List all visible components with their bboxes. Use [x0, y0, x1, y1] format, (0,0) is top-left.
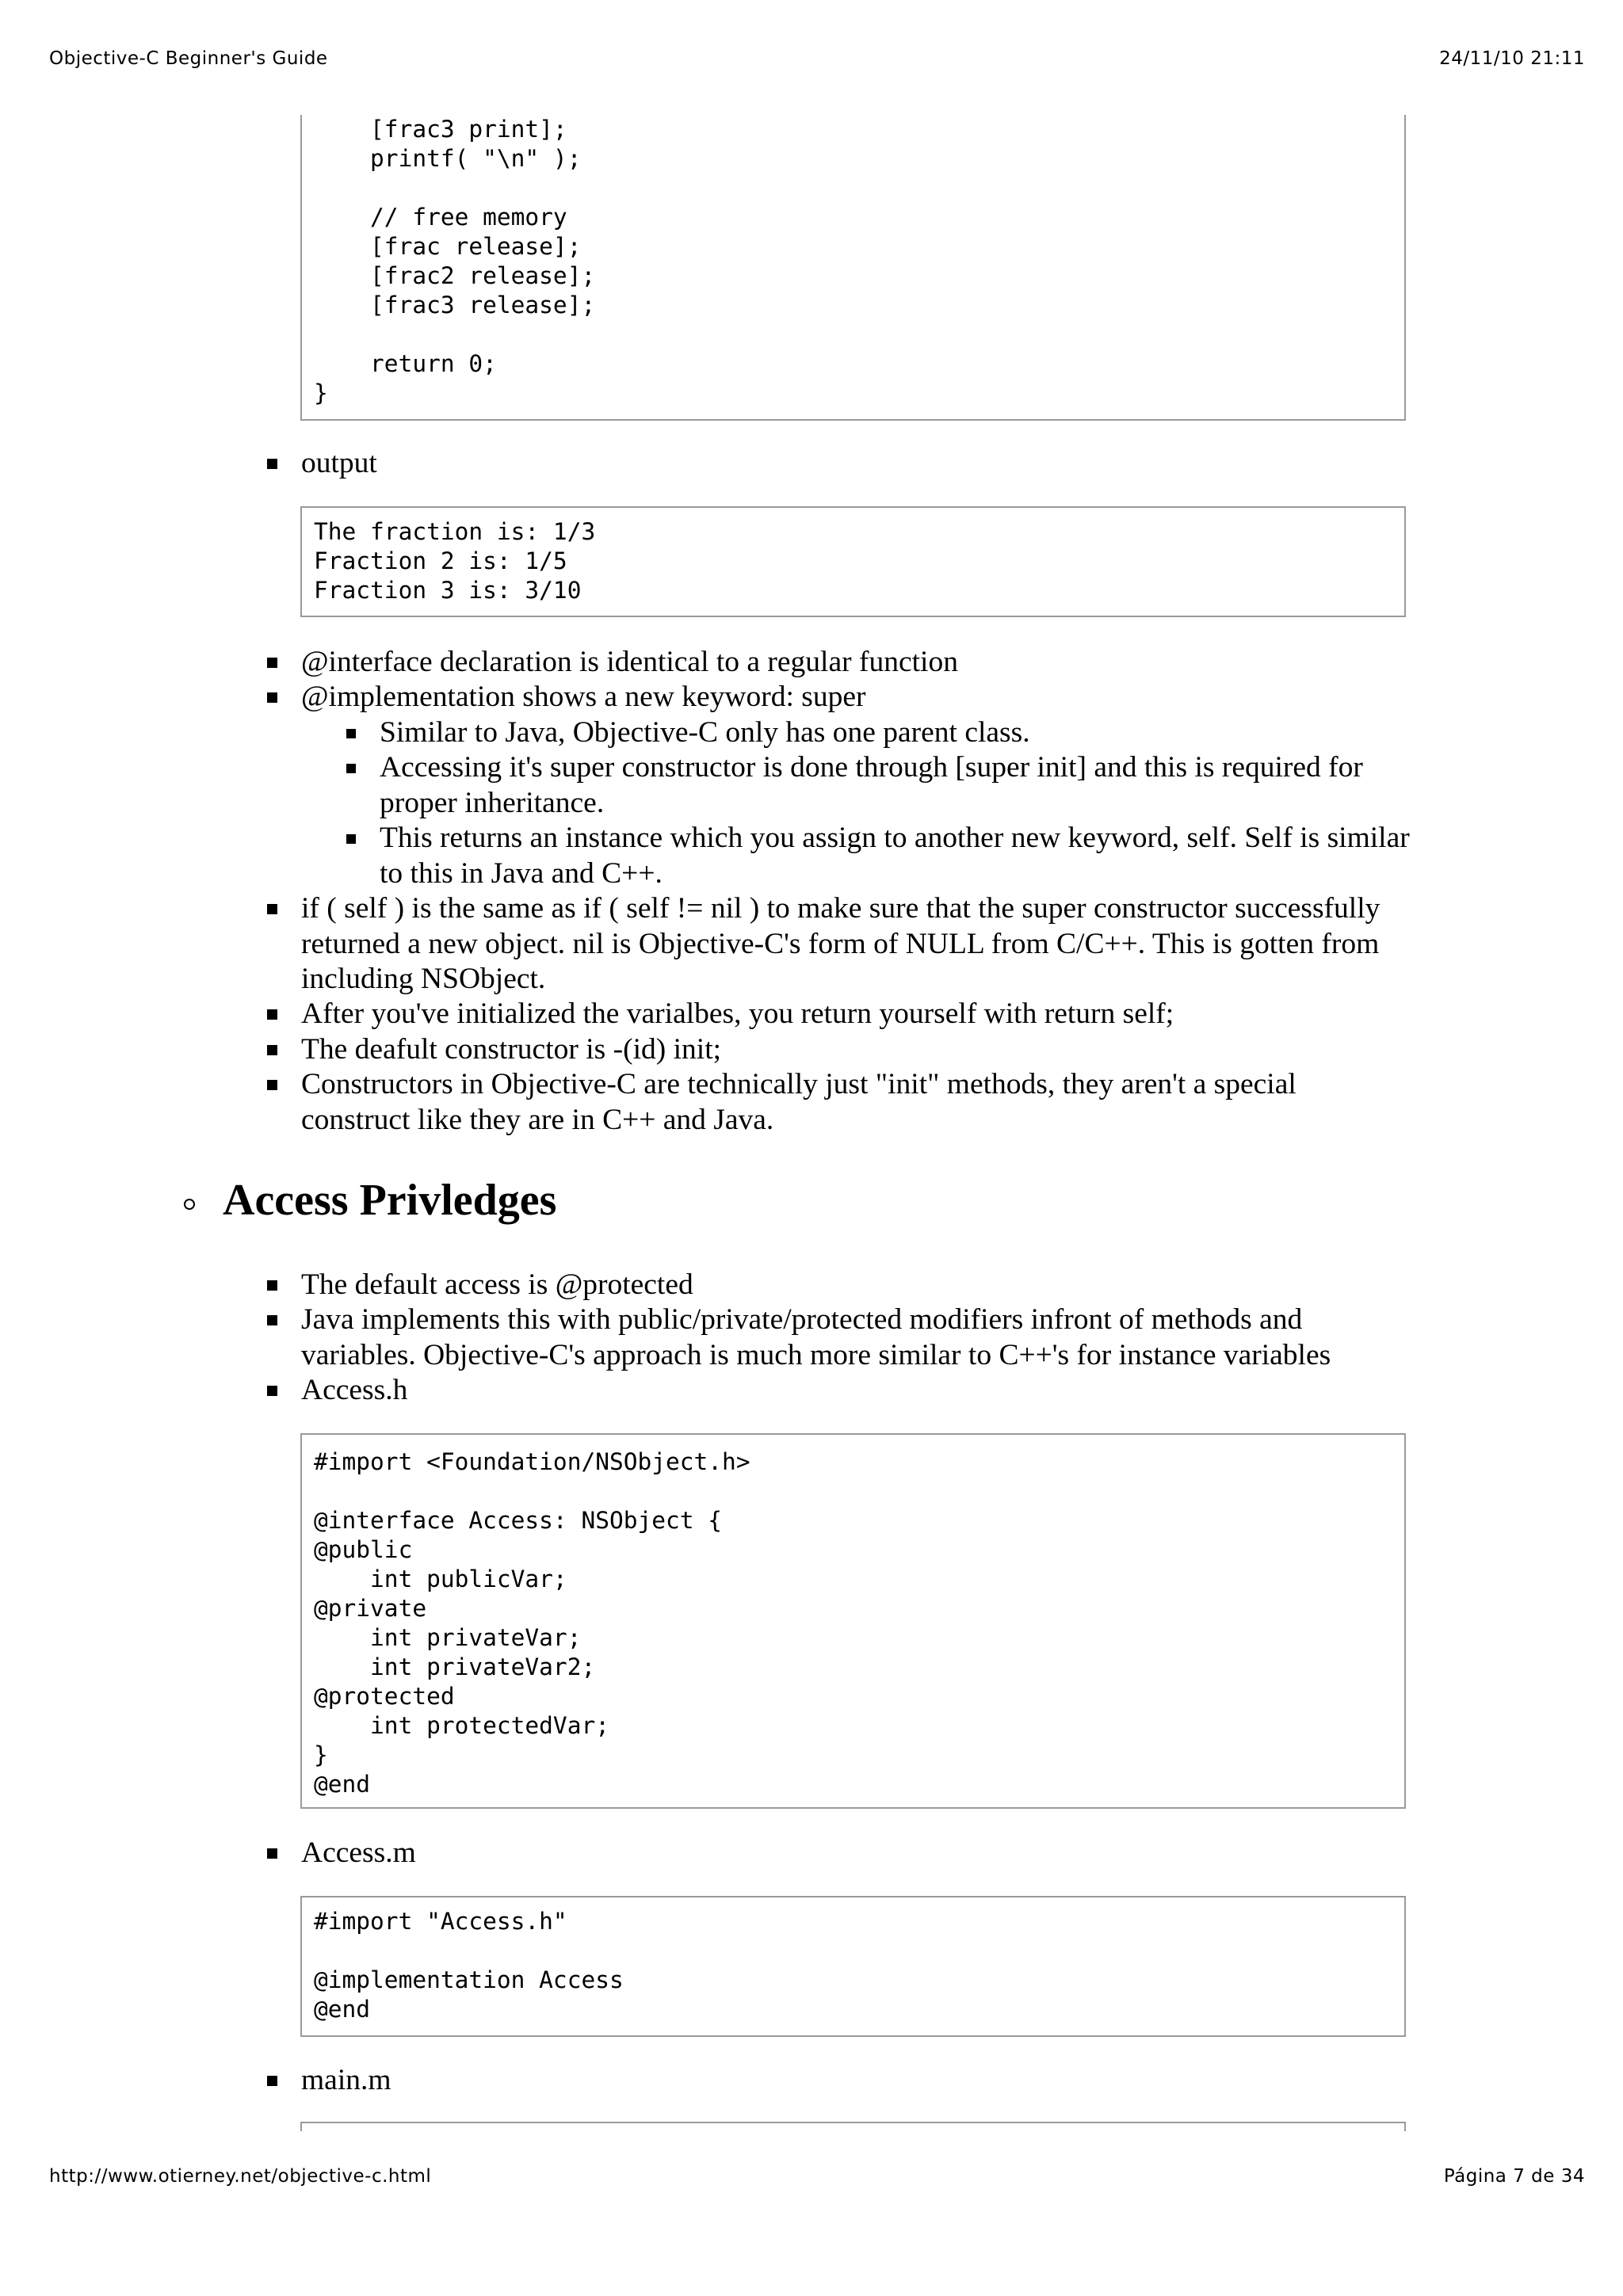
- section-bullet-icon: [184, 1199, 195, 1210]
- header-title: Objective-C Beginner's Guide: [49, 48, 328, 69]
- list-item: @implementation shows a new keyword: super: [301, 680, 1411, 715]
- code-block-main-end: [frac3 print]; printf( "\n" ); // free memory [frac release]; [frac2 release]; [frac3 release]; return 0; }: [300, 115, 1406, 421]
- list-item-access-h: Access.h: [301, 1373, 1411, 1409]
- sub-list-item: Similar to Java, Objective-C only has one parent class.: [380, 715, 1410, 751]
- list-item: After you've initialized the varialbes, you return yourself with return self;: [301, 997, 1411, 1032]
- list-item: The default access is @protected: [301, 1268, 1411, 1303]
- code-block-output: The fraction is: 1/3 Fraction 2 is: 1/5 Fraction 3 is: 3/10: [300, 506, 1406, 617]
- code-block-access-m: #import "Access.h" @implementation Access @end: [300, 1896, 1406, 2037]
- footer-page-number: Página 7 de 34: [1443, 2166, 1585, 2187]
- list-item-main-m: main.m: [301, 2063, 1411, 2099]
- list-item-access-m: Access.m: [301, 1836, 1411, 1871]
- header-datetime: 24/11/10 21:11: [1439, 48, 1585, 69]
- section-heading: Access Privledges: [223, 1176, 557, 1225]
- list-item: if ( self ) is the same as if ( self != nil ) to make sure that the super constructor successfully returned a new object. nil is Objective-C's form of NULL from C/C++. This is gotten from including NSObject.: [301, 891, 1411, 997]
- code-block-main-start: [300, 2122, 1406, 2131]
- list-item: The deafult constructor is -(id) init;: [301, 1032, 1411, 1068]
- list-item: Constructors in Objective-C are technically just "init" methods, they aren't a special construct like they are in C++ and Java.: [301, 1067, 1411, 1138]
- footer-url[interactable]: http://www.otierney.net/objective-c.html: [49, 2166, 432, 2187]
- list-item: Java implements this with public/private/protected modifiers infront of methods and variables. Objective-C's approach is much more similar to C++'s for instance variables: [301, 1302, 1411, 1373]
- sub-list-item: Accessing it's super constructor is done through [super init] and this is required for proper inheritance.: [380, 750, 1410, 821]
- sub-list-item: This returns an instance which you assign to another new keyword, self. Self is similar to this in Java and C++.: [380, 821, 1410, 891]
- code-block-access-h: #import <Foundation/NSObject.h> @interface Access: NSObject { @public int publicVar; @private int privateVar; int privateVar2; @protected int protectedVar; } @end: [300, 1433, 1406, 1809]
- list-item-output: output: [301, 446, 1411, 482]
- list-item: @interface declaration is identical to a regular function: [301, 645, 1411, 681]
